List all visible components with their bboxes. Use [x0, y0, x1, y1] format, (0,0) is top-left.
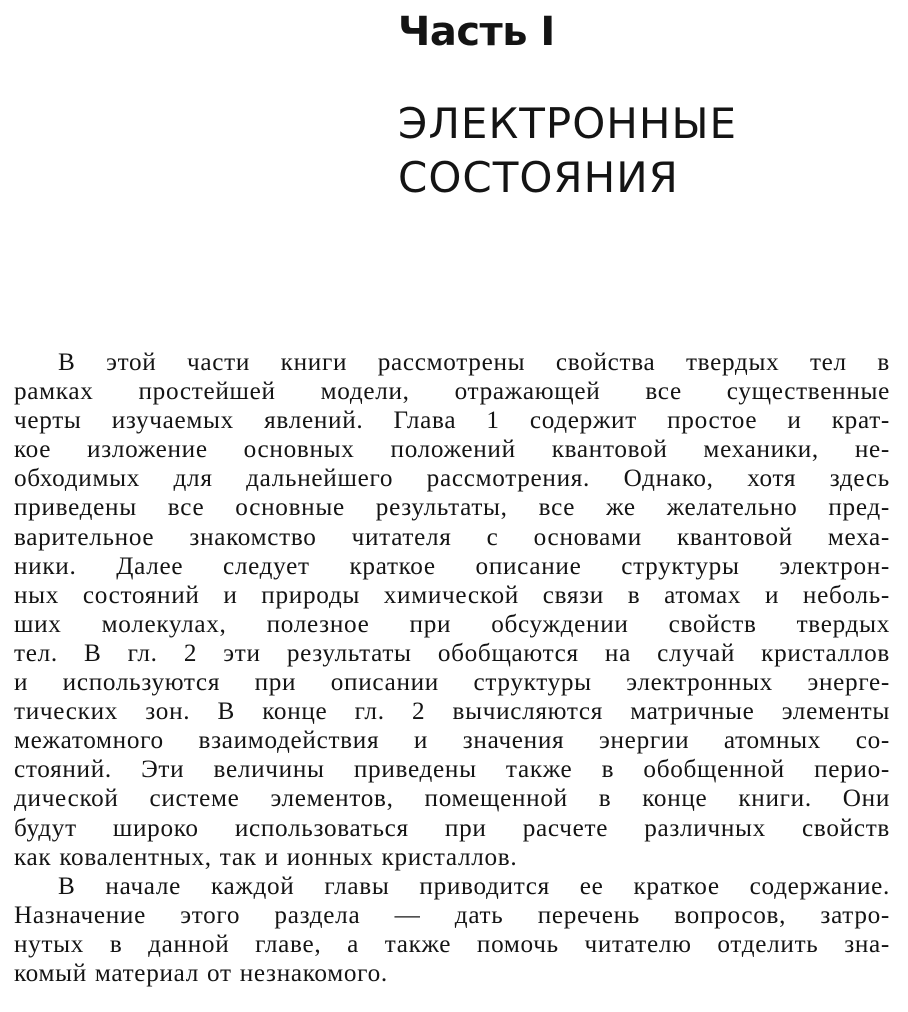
body-text	[14, 348, 890, 988]
text-line: варительное знакомство читателя с основами квантовой меха-	[14, 523, 890, 551]
text-line: приведены все основные результаты, все же желательно пред-	[14, 494, 890, 522]
text-line: черты изучаемых явлений. Глава 1 содержит простое и крат-	[14, 407, 890, 435]
text-line: межатомного взаимодействия и значения энергии атомных со-	[14, 727, 890, 755]
part-label: Часть I	[398, 9, 555, 55]
text-line: дической системе элементов, помещенной в конце книги. Они	[14, 785, 890, 813]
paragraph-1	[14, 348, 890, 872]
text-line: В начале каждой главы приводится ее краткое содержание.	[58, 872, 890, 900]
text-line: Назначение этого раздела — дать перечень вопросов, затро-	[14, 901, 890, 929]
text-line: кое изложение основных положений квантовой механики, не-	[14, 436, 890, 464]
text-line: ших молекулах, полезное при обсуждении свойств твердых	[14, 610, 890, 638]
text-line: обходимых для дальнейшего рассмотрения. Однако, хотя здесь	[14, 465, 890, 493]
text-line: ники. Далее следует краткое описание структуры электрон-	[14, 552, 890, 580]
text-line: тических зон. В конце гл. 2 вычисляются матричные элементы	[14, 698, 890, 726]
text-line: стояний. Эти величины приведены также в обобщенной перио-	[14, 756, 890, 784]
text-line: будут широко использоваться при расчете различных свойств	[14, 814, 890, 842]
paragraph-2	[14, 872, 890, 988]
part-title-line: ЭЛЕКТРОННЫЕ	[398, 99, 738, 148]
text-line: нутых в данной главе, а также помочь читателю отделить зна-	[14, 930, 890, 958]
text-line: тел. В гл. 2 эти результаты обобщаются на случай кристаллов	[14, 639, 890, 667]
text-line: как ковалентных, так и ионных кристаллов.	[14, 843, 518, 871]
text-line: рамках простейшей модели, отражающей все существенные	[14, 378, 890, 406]
text-line: ных состояний и природы химической связи в атомах и неболь-	[14, 581, 890, 609]
text-line: комый материал от незнакомого.	[14, 959, 388, 987]
text-line: В этой части книги рассмотрены свойства твердых тел в	[58, 349, 890, 376]
text-line: и используются при описании структуры электронных энерге-	[14, 669, 890, 697]
part-title	[398, 97, 737, 205]
part-title-line: СОСТОЯНИЯ	[398, 153, 679, 202]
